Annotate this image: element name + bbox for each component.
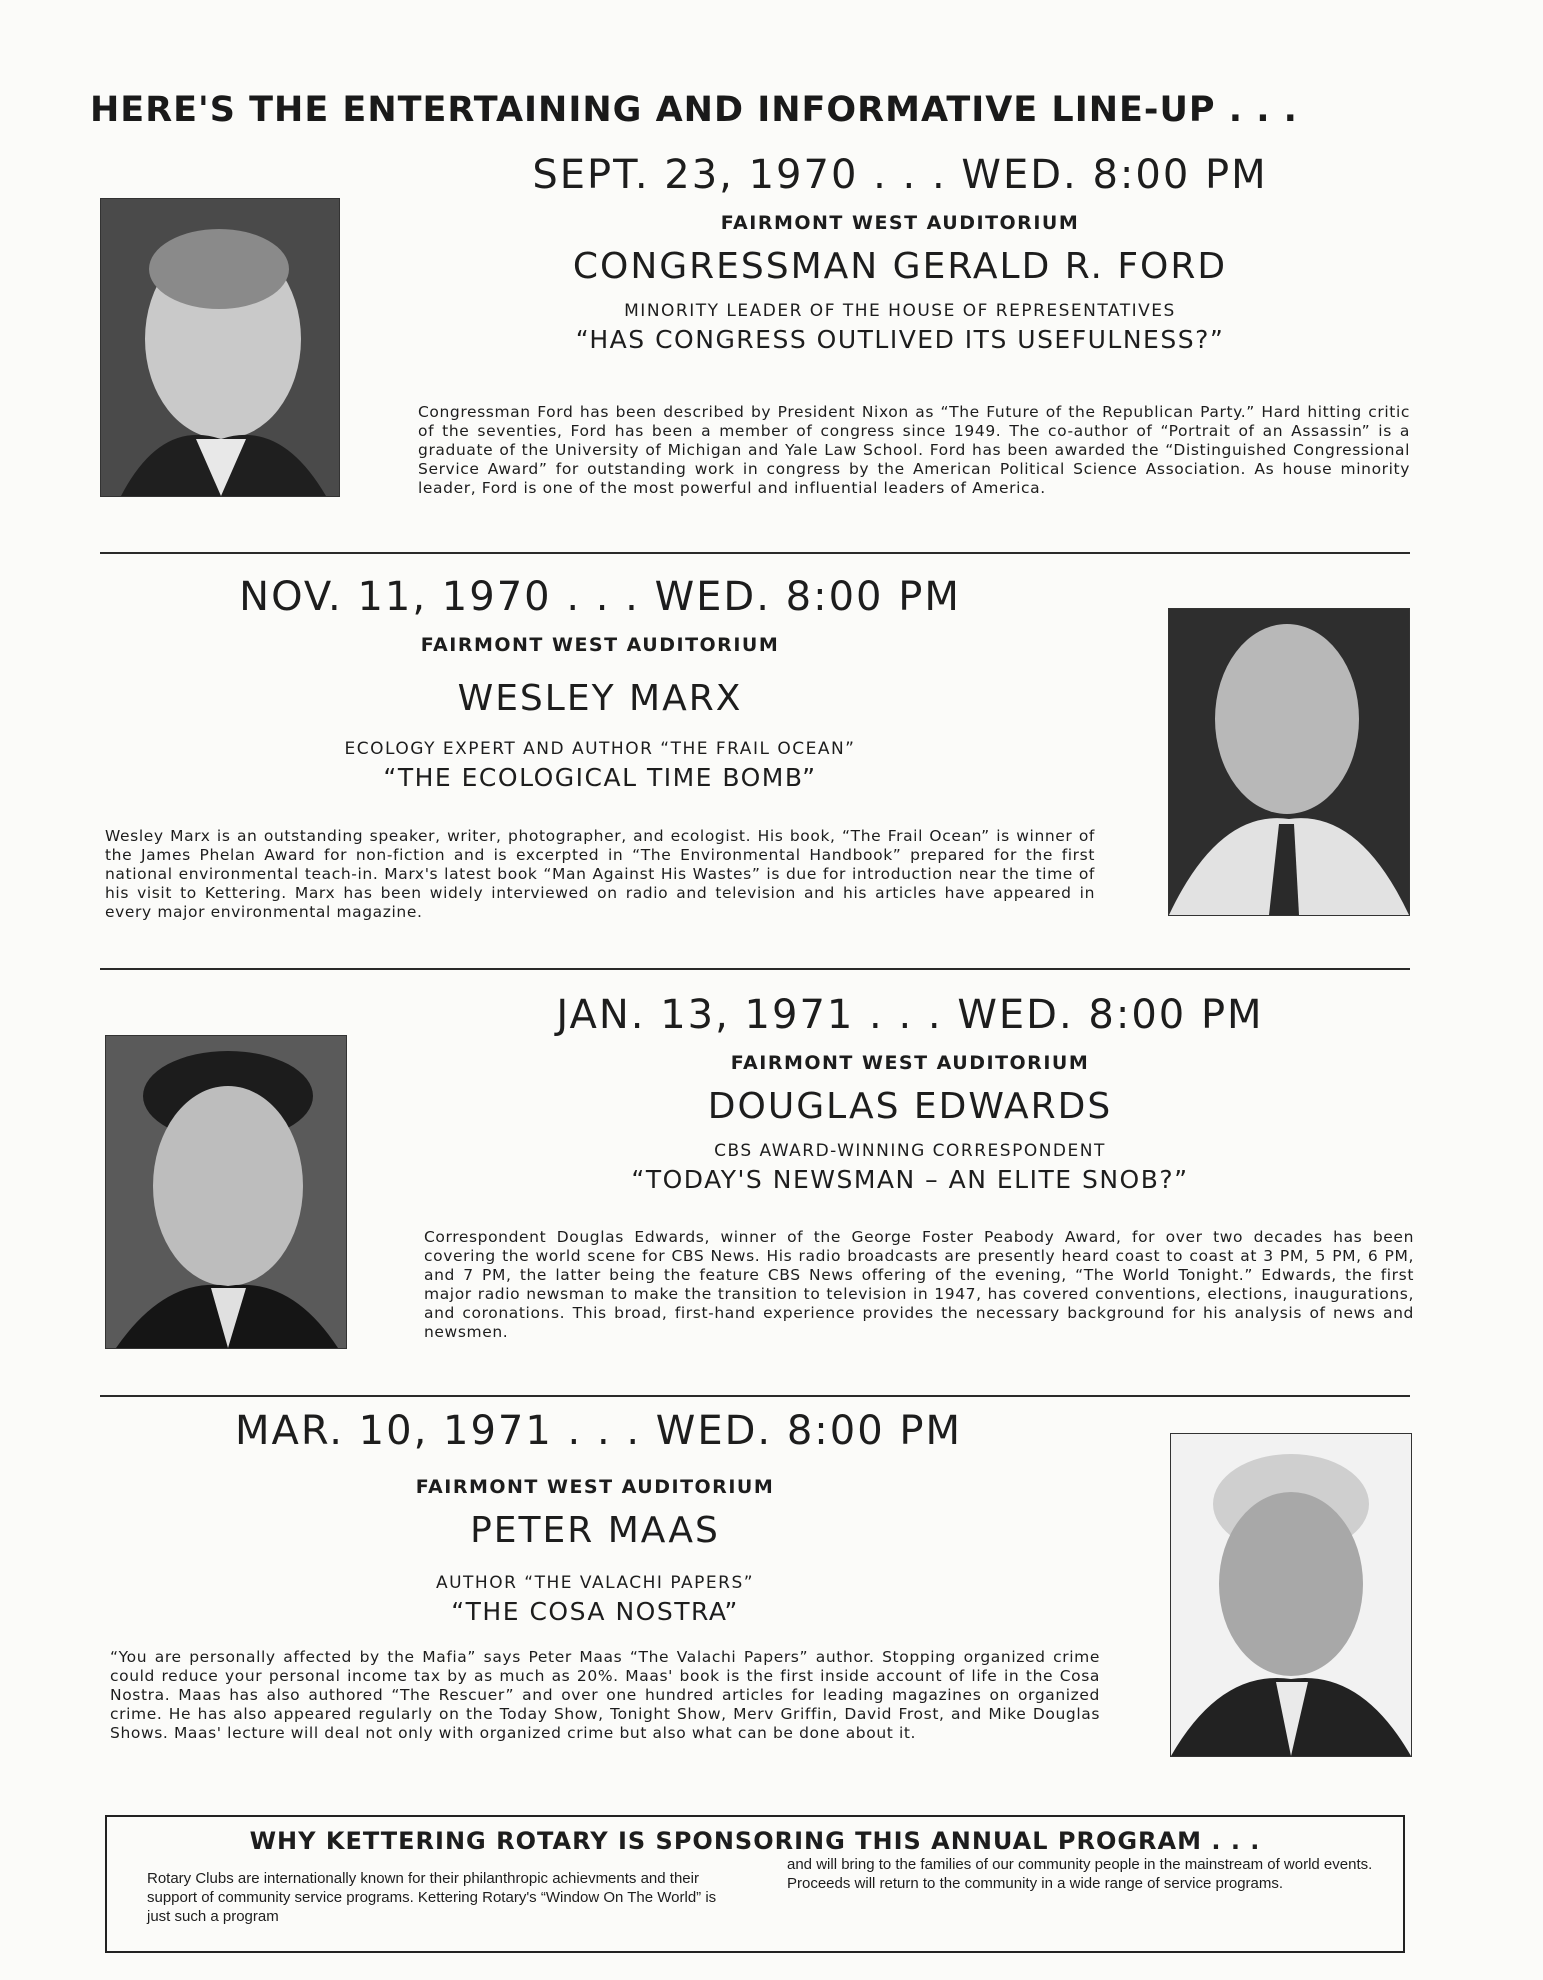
event-topic: “THE ECOLOGICAL TIME BOMB”: [383, 763, 817, 792]
event-topic: “TODAY'S NEWSMAN – AN ELITE SNOB?”: [631, 1165, 1189, 1194]
event-bio: Wesley Marx is an outstanding speaker, writer, photographer, and ecologist. His book, “The Frail Ocean” is winner of the James Phelan Award for non-fiction and is excerpted in “The Environmental Handbook” prepared for the first national environmental teach-in. Marx's latest book “Man Against His Wastes” is due for introduction near the time of his visit to Kettering. Marx has been widely interviewed on radio and television and his articles have appeared in every major environmental magazine.: [105, 827, 1095, 921]
section-divider: [100, 1395, 1410, 1397]
event-speaker-role: MINORITY LEADER OF THE HOUSE OF REPRESENTATIVES: [624, 301, 1176, 321]
event-date: JAN. 13, 1971 . . . WED. 8:00 PM: [556, 992, 1264, 1038]
event-speaker: PETER MAAS: [470, 1510, 720, 1551]
sponsor-text-left: Rotary Clubs are internationally known for their philanthropic achievments and their support of community service programs. Kettering Rotary's “Window On The World” is just such a program: [147, 1870, 717, 1925]
event-date: NOV. 11, 1970 . . . WED. 8:00 PM: [239, 574, 961, 620]
event-speaker: DOUGLAS EDWARDS: [707, 1086, 1113, 1127]
speaker-photo-edwards: [105, 1035, 347, 1349]
speaker-photo-maas: [1170, 1433, 1412, 1757]
event-speaker-role: ECOLOGY EXPERT AND AUTHOR “THE FRAIL OCEAN”: [344, 739, 856, 759]
event-date: MAR. 10, 1971 . . . WED. 8:00 PM: [235, 1408, 963, 1454]
page-headline: HERE'S THE ENTERTAINING AND INFORMATIVE LINE-UP . . .: [90, 90, 1298, 130]
speaker-photo-ford: [100, 198, 340, 497]
sponsor-text-right: and will bring to the families of our community people in the mainstream of world events. Proceeds will return to the community in a wide range of service programs.: [787, 1856, 1373, 1892]
event-venue: FAIRMONT WEST AUDITORIUM: [415, 1476, 775, 1498]
event-maas-header: [235, 1408, 963, 1626]
section-divider: [100, 552, 1410, 554]
event-topic: “HAS CONGRESS OUTLIVED ITS USEFULNESS?”: [575, 325, 1225, 354]
event-ford-header: [510, 152, 1290, 354]
event-speaker-role: AUTHOR “THE VALACHI PAPERS”: [435, 1573, 755, 1593]
event-venue: FAIRMONT WEST AUDITORIUM: [420, 634, 780, 656]
event-venue: FAIRMONT WEST AUDITORIUM: [720, 212, 1080, 234]
event-speaker: WESLEY MARX: [457, 678, 743, 719]
event-date: SEPT. 23, 1970 . . . WED. 8:00 PM: [532, 152, 1268, 198]
event-bio: Congressman Ford has been described by President Nixon as “The Future of the Republican Party.” Hard hitting critic of the seventies, Ford has been a member of congress since 1949. The co-author of “Portrait of an Assassin” is a graduate of the University of Michigan and Yale Law School. Ford has been awarded the “Distinguished Congressional Service Award” for outstanding work in congress by the American Political Science Association. As house minority leader, Ford is one of the most powerful and influential leaders of America.: [418, 403, 1410, 497]
sponsor-title: WHY KETTERING ROTARY IS SPONSORING THIS ANNUAL PROGRAM . . .: [249, 1827, 1261, 1855]
section-divider: [100, 968, 1410, 970]
event-bio: Correspondent Douglas Edwards, winner of the George Foster Peabody Award, for over two decades has been covering the world scene for CBS News. His radio broadcasts are presently heard coast to coast at 3 PM, 5 PM, 6 PM, and 7 PM, the latter being the feature CBS News offering of the evening, “The World Tonight.” Edwards, the first major radio newsman to make the transition to television in 1947, has covered conventions, elections, inaugurations, and coronations. This broad, first-hand experience provides the necessary background for his analysis of news and newsmen.: [424, 1228, 1414, 1341]
event-venue: FAIRMONT WEST AUDITORIUM: [730, 1052, 1090, 1074]
event-speaker-role: CBS AWARD-WINNING CORRESPONDENT: [714, 1141, 1106, 1161]
sponsor-box: [105, 1815, 1405, 1953]
event-edwards-header: [520, 992, 1300, 1194]
event-marx-header: [230, 574, 970, 792]
speaker-photo-marx: [1168, 608, 1410, 916]
event-speaker: CONGRESSMAN GERALD R. FORD: [572, 246, 1228, 287]
event-topic: “THE COSA NOSTRA”: [451, 1597, 739, 1626]
event-bio: “You are personally affected by the Mafia” says Peter Maas “The Valachi Papers” author. Stopping organized crime could reduce your personal income tax by as much as 20%. Maas' book is the first inside account of life in the Cosa Nostra. Maas has also authored “The Rescuer” and over one hundred articles for leading magazines on organized crime. He has also appeared regularly on the Today Show, Tonight Show, Merv Griffin, David Frost, and Mike Douglas Shows. Maas' lecture will deal not only with organized crime but also what can be done about it.: [110, 1648, 1100, 1742]
